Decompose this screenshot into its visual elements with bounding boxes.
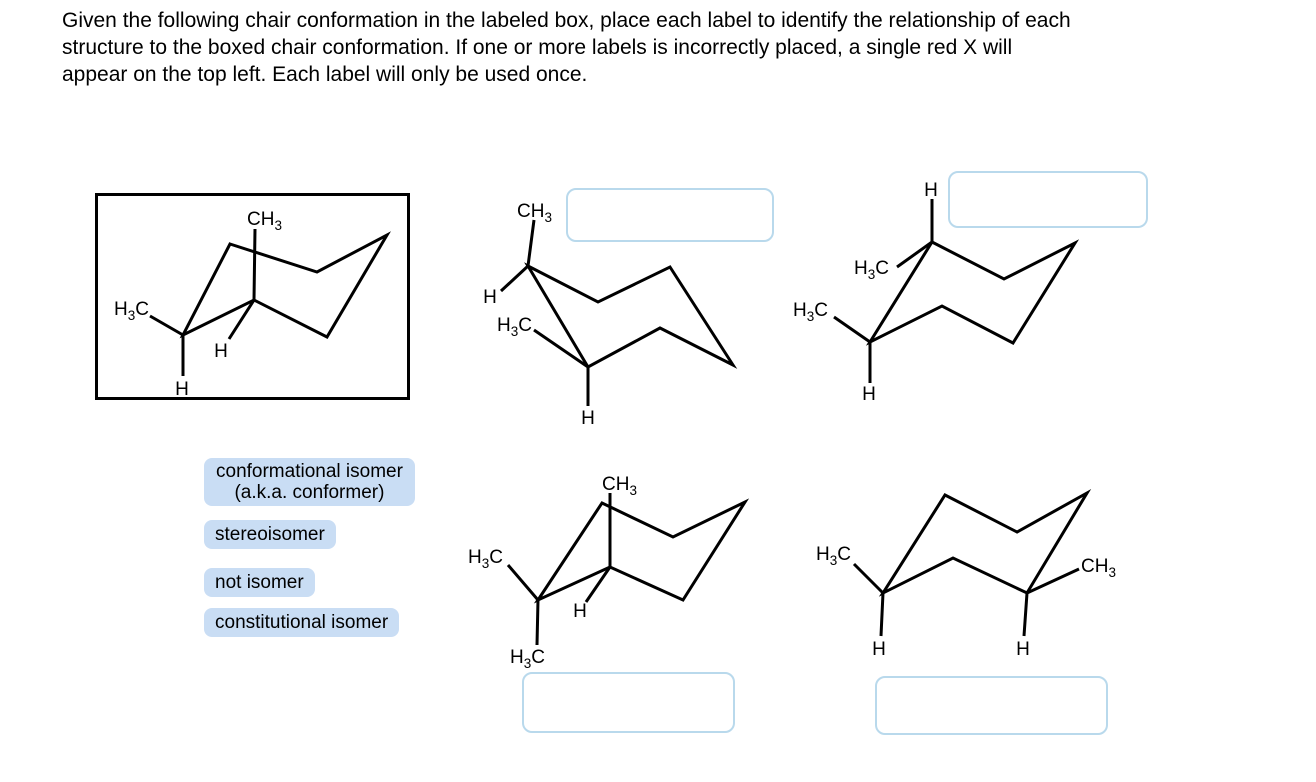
instructions-line-3: appear on the top left. Each label will only be used once. <box>62 63 588 86</box>
label-chip-constitutional-isomer[interactable]: constitutional isomer <box>204 608 399 637</box>
atom-label-h: H <box>581 408 595 429</box>
instructions-line-2: structure to the boxed chair conformation. If one or more labels is incorrectly placed, a single red X will <box>62 36 1013 59</box>
atom-label-ch3: $CH_3$ <box>247 209 282 233</box>
answer-drop-zone-top-right[interactable] <box>948 171 1148 228</box>
atom-label-h3c: $H_3C$ <box>114 299 149 323</box>
atom-label-h: H <box>483 287 497 308</box>
atom-label-h: H <box>872 639 886 660</box>
structure-bottom-middle <box>468 474 745 671</box>
structure-bottom-right <box>816 493 1116 660</box>
answer-drop-zone-top-middle[interactable] <box>566 188 774 242</box>
ring-bonds <box>528 266 733 367</box>
atom-label-ch3: $CH_3$ <box>602 474 637 498</box>
atom-label-h: H <box>573 601 587 622</box>
atom-label-h: H <box>924 180 938 201</box>
atom-label-h: H <box>1016 639 1030 660</box>
atom-label-h3c: $H_3C$ <box>510 647 545 671</box>
substituent-bonds <box>501 220 588 406</box>
atom-label-h: H <box>214 341 228 362</box>
atom-label-ch3: $CH_3$ <box>517 201 552 225</box>
answer-drop-zone-bottom-middle[interactable] <box>522 672 735 733</box>
chip-label-line-1: conformational isomer <box>216 461 403 482</box>
atom-label-ch3: $CH_3$ <box>1081 556 1116 580</box>
answer-drop-zone-bottom-right[interactable] <box>875 676 1108 735</box>
atom-label-h3c: $H_3C$ <box>854 258 889 282</box>
label-chip-stereoisomer[interactable]: stereoisomer <box>204 520 336 549</box>
substituent-bonds <box>150 229 255 376</box>
substituent-bonds <box>834 199 932 383</box>
atom-label-h3c: $H_3C$ <box>497 315 532 339</box>
atom-label-h3c: $H_3C$ <box>793 300 828 324</box>
atom-label-h3c: $H_3C$ <box>816 544 851 568</box>
substituent-bonds <box>854 564 1079 636</box>
chip-label-line-2: (a.k.a. conformer) <box>234 482 385 503</box>
ring-bonds <box>183 235 387 337</box>
boxed-reference-structure <box>97 195 409 401</box>
instructions-line-1: Given the following chair conformation in the labeled box, place each label to identify the relationship of each <box>62 9 1071 32</box>
atom-label-h: H <box>862 384 876 405</box>
ring-bonds <box>538 502 745 600</box>
ring-bonds <box>870 242 1075 343</box>
label-chip-not-isomer[interactable]: not isomer <box>204 568 315 597</box>
atom-label-h3c: $H_3C$ <box>468 547 503 571</box>
atom-label-h: H <box>175 379 189 400</box>
label-chip-conformational-isomer[interactable] <box>204 458 415 506</box>
